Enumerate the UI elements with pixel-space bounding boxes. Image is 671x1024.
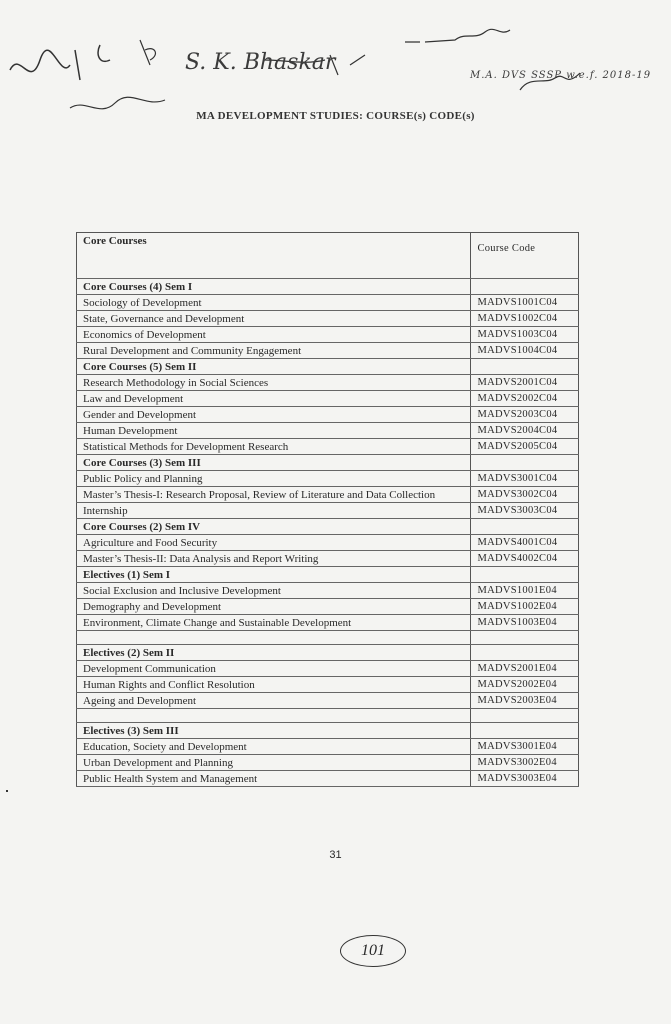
course-code [471, 723, 579, 739]
header-core-courses: Core Courses [77, 233, 471, 279]
course-name [77, 631, 471, 645]
course-code: MADVS2001C04 [471, 375, 579, 391]
course-code [471, 709, 579, 723]
course-name: Agriculture and Food Security [77, 535, 471, 551]
course-name: Gender and Development [77, 407, 471, 423]
course-name: Environment, Climate Change and Sustainable Development [77, 615, 471, 631]
course-code: MADVS1003C04 [471, 327, 579, 343]
section-title: Electives (2) Sem II [77, 645, 471, 661]
course-name: Human Development [77, 423, 471, 439]
table-row [77, 503, 579, 519]
table-row [77, 375, 579, 391]
course-code: MADVS3003E04 [471, 771, 579, 787]
table-row [77, 295, 579, 311]
table-row [77, 407, 579, 423]
course-name: Master’s Thesis-I: Research Proposal, Review of Literature and Data Collection [77, 487, 471, 503]
section-title: Core Courses (3) Sem III [77, 455, 471, 471]
table-row [77, 439, 579, 455]
page-title: MA DEVELOPMENT STUDIES: COURSE(s) CODE(s) [196, 110, 475, 122]
table-row [77, 755, 579, 771]
section-row [77, 645, 579, 661]
section-title: Core Courses (5) Sem II [77, 359, 471, 375]
section-row [77, 519, 579, 535]
table-row [77, 771, 579, 787]
course-code [471, 567, 579, 583]
signature-area [0, 20, 671, 140]
table-row [77, 423, 579, 439]
section-title: Core Courses (4) Sem I [77, 279, 471, 295]
course-code: MADVS1002C04 [471, 311, 579, 327]
course-code: MADVS3002E04 [471, 755, 579, 771]
course-code: MADVS2004C04 [471, 423, 579, 439]
table-row [77, 343, 579, 359]
course-code: MADVS4001C04 [471, 535, 579, 551]
spacer-row [77, 709, 579, 723]
section-row [77, 279, 579, 295]
table-row [77, 391, 579, 407]
course-name: Economics of Development [77, 327, 471, 343]
course-code [471, 519, 579, 535]
table-row [77, 677, 579, 693]
course-code: MADVS4002C04 [471, 551, 579, 567]
table-row [77, 739, 579, 755]
page-stamp: 101 [340, 935, 406, 967]
table-row [77, 487, 579, 503]
course-name: Statistical Methods for Development Research [77, 439, 471, 455]
table-row [77, 661, 579, 677]
course-code: MADVS2003C04 [471, 407, 579, 423]
table-row [77, 311, 579, 327]
course-name: Law and Development [77, 391, 471, 407]
course-name: Demography and Development [77, 599, 471, 615]
section-row [77, 723, 579, 739]
course-code-table [76, 232, 579, 787]
section-row [77, 359, 579, 375]
course-name: Ageing and Development [77, 693, 471, 709]
course-name: Human Rights and Conflict Resolution [77, 677, 471, 693]
section-row [77, 567, 579, 583]
course-name: Master’s Thesis-II: Data Analysis and Report Writing [77, 551, 471, 567]
course-name: Urban Development and Planning [77, 755, 471, 771]
course-name: Public Policy and Planning [77, 471, 471, 487]
course-name: State, Governance and Development [77, 311, 471, 327]
handwritten-name: S. K. Bhaskar [185, 50, 336, 75]
table-row [77, 551, 579, 567]
course-code: MADVS1004C04 [471, 343, 579, 359]
course-code [471, 645, 579, 661]
course-name: Public Health System and Management [77, 771, 471, 787]
section-title: Electives (3) Sem III [77, 723, 471, 739]
table-row [77, 327, 579, 343]
table-header-row [77, 233, 579, 279]
course-code: MADVS1001E04 [471, 583, 579, 599]
table-row [77, 615, 579, 631]
course-name: Social Exclusion and Inclusive Development [77, 583, 471, 599]
course-code: MADVS3001E04 [471, 739, 579, 755]
course-name [77, 709, 471, 723]
table-row [77, 693, 579, 709]
program-reference: M.A. DVS SSSP w.e.f. 2018-19 [470, 70, 652, 81]
page-number: 31 [329, 849, 342, 861]
table-row [77, 583, 579, 599]
course-code: MADVS1001C04 [471, 295, 579, 311]
section-row [77, 455, 579, 471]
table-row [77, 471, 579, 487]
course-code: MADVS1002E04 [471, 599, 579, 615]
scan-artifact [6, 790, 8, 792]
spacer-row [77, 631, 579, 645]
course-name: Sociology of Development [77, 295, 471, 311]
course-name: Development Communication [77, 661, 471, 677]
course-name: Education, Society and Development [77, 739, 471, 755]
course-code: MADVS3001C04 [471, 471, 579, 487]
course-name: Rural Development and Community Engagement [77, 343, 471, 359]
header-course-code: Course Code [471, 233, 579, 279]
course-code [471, 631, 579, 645]
course-code: MADVS2003E04 [471, 693, 579, 709]
course-code: MADVS1003E04 [471, 615, 579, 631]
table-row [77, 535, 579, 551]
section-title: Electives (1) Sem I [77, 567, 471, 583]
course-code [471, 279, 579, 295]
course-code: MADVS2005C04 [471, 439, 579, 455]
course-code: MADVS2001E04 [471, 661, 579, 677]
section-title: Core Courses (2) Sem IV [77, 519, 471, 535]
course-code: MADVS2002E04 [471, 677, 579, 693]
course-code [471, 455, 579, 471]
table-row [77, 599, 579, 615]
course-code: MADVS2002C04 [471, 391, 579, 407]
course-code [471, 359, 579, 375]
course-code: MADVS3003C04 [471, 503, 579, 519]
course-name: Research Methodology in Social Sciences [77, 375, 471, 391]
course-name: Internship [77, 503, 471, 519]
course-code: MADVS3002C04 [471, 487, 579, 503]
